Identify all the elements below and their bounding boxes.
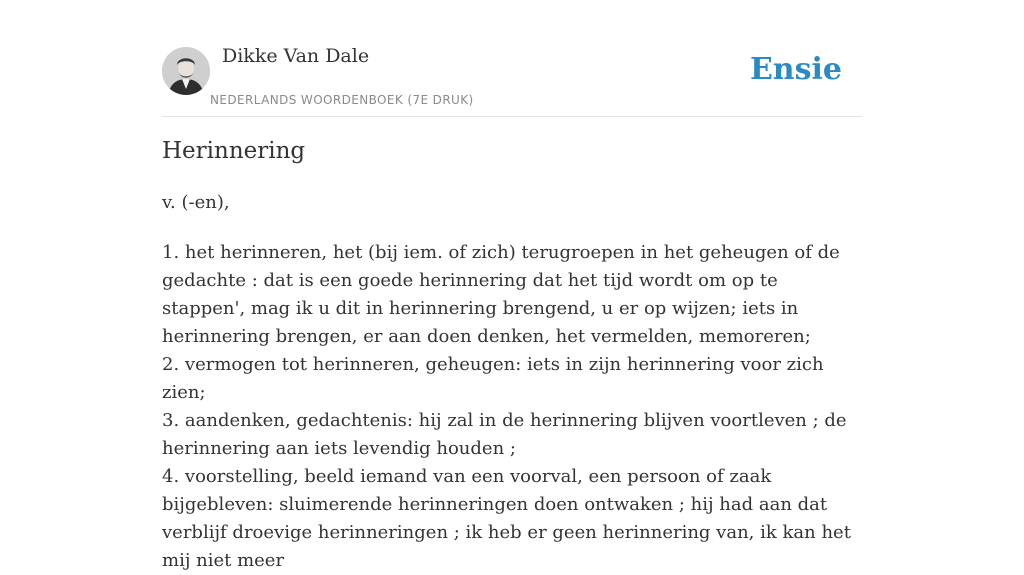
dictionary-source[interactable]: NEDERLANDS WOORDENBOEK (7E DRUK) [210,93,474,107]
entry-title: Herinnering [162,138,306,164]
definition-item: 1. het herinneren, het (bij iem. of zich) terugroepen in het geheugen of de gedachte : dat is een goede herinnering dat het tijd wordt om op te stappen', mag ik u dit in herinnering brengend, u er op wijzen; iets in herinnering brengen, er aan doen denken, het vermelden, memoreren; [162,242,840,347]
portrait-image [162,47,210,95]
entry-header [162,0,862,117]
page-container [162,0,862,571]
author-name[interactable]: Dikke Van Dale [222,45,370,67]
ensie-logo-link[interactable]: Ensie [749,52,842,87]
definitions-list [162,239,862,575]
author-avatar[interactable] [162,47,210,95]
entry-grammar: v. (-en), [162,192,230,213]
definition-item: 2. vermogen tot herinneren, geheugen: iets in zijn herinnering voor zich zien; [162,354,824,403]
definition-item: 3. aandenken, gedachtenis: hij zal in de herinnering blijven voortleven ; de herinnering aan iets levendig houden ; [162,410,847,459]
definition-item: 4. voorstelling, beeld iemand van een voorval, een persoon of zaak bijgebleven: sluimerende herinneringen doen ontwaken ; hij had aan dat verblijf droevige herinneringen ; ik heb er geen herinnering van, ik kan het mij niet meer [162,466,851,571]
